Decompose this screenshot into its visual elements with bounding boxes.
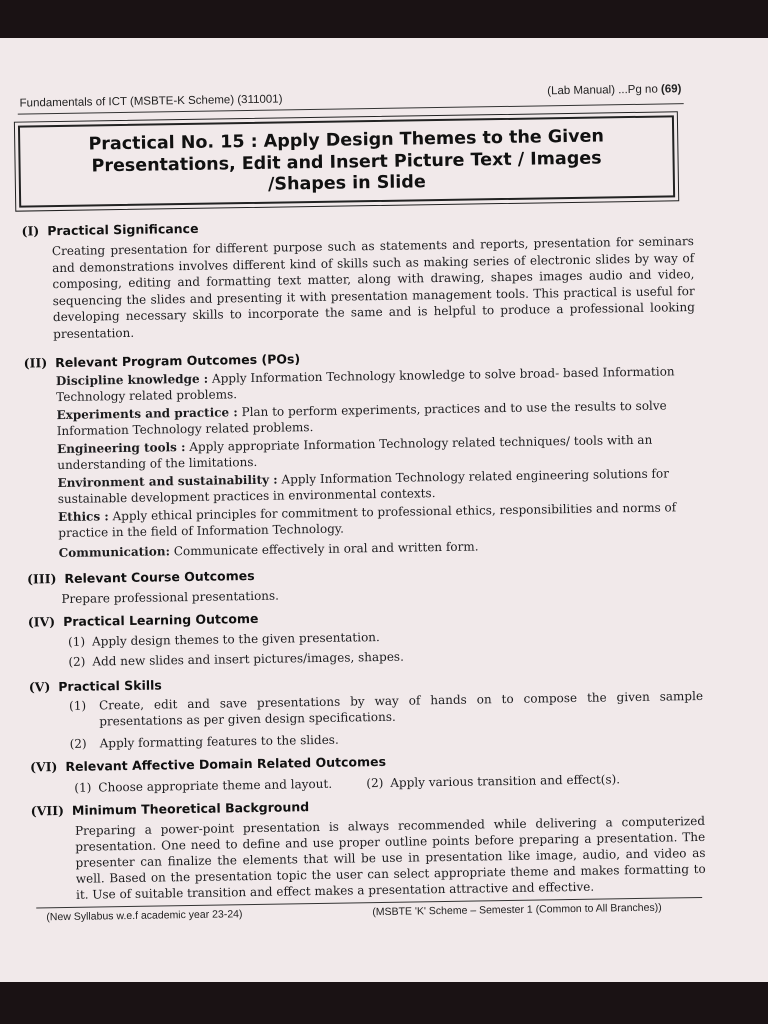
po-label: Experiments and practice : — [56, 405, 238, 423]
section-heading-2 — [24, 351, 301, 370]
list-number: (2) — [69, 736, 87, 751]
course-outcome-text: Prepare professional presentations. — [61, 588, 280, 607]
section-heading-4 — [28, 611, 259, 630]
section-title: Relevant Program Outcomes (POs) — [55, 351, 301, 371]
list-text: Apply various transition and effect(s). — [390, 772, 621, 790]
list-item — [70, 732, 339, 752]
po-label: Discipline knowledge : — [55, 371, 209, 389]
section-heading-5 — [29, 677, 162, 694]
title-inner — [18, 115, 675, 207]
title-line-3: /Shapes in Slide — [267, 172, 426, 195]
section-number: (VII) — [30, 803, 65, 819]
list-item — [69, 688, 703, 730]
footer-left: (New Syllabus w.e.f academic year 23-24) — [46, 908, 243, 924]
section-title: Minimum Theoretical Background — [71, 799, 310, 818]
list-number: (2) — [366, 775, 384, 791]
section-heading-7 — [31, 799, 310, 818]
list-number: (1) — [68, 698, 87, 713]
section-title: Practical Learning Outcome — [63, 610, 259, 629]
section-title: Relevant Affective Domain Related Outcomes — [65, 753, 387, 774]
list-number: (2) — [68, 654, 86, 669]
po-communication — [59, 536, 699, 562]
page-sheet — [0, 38, 768, 982]
section-7-text: Preparing a power-point presentation is always recommended while delivering a computerized presentation. One need to define and use proper outline points before preparing a presentation. The presenter can finalize the elements that will be use in presentation like image, audio, and video as well. Based on the presentation topic the user can select appropriate theme and makes formatting to it. Use of suitable transition and effect makes a presentation attractive and effective. — [74, 813, 706, 902]
po-text: Apply Information Technology knowledge to solve broad- based Information Technology related problems. — [56, 364, 675, 404]
list-text: Add new slides and insert pictures/images, shapes. — [92, 649, 404, 669]
po-text: Plan to perform experiments, practices and to use the results to solve Information Technology related problems. — [56, 398, 667, 438]
page-content — [0, 38, 768, 982]
title-line-1: Practical No. 15 : Apply Design Themes to the Given — [88, 126, 605, 155]
po-text: Apply ethical principles for commitment to professional ethics, responsibilities and norms of practice in the field of Information Technology. — [58, 500, 677, 540]
section-heading-6 — [30, 754, 386, 775]
footer-right: (MSBTE 'K' Scheme – Semester 1 (Common to All Branches)) — [372, 901, 662, 919]
po-label: Engineering tools : — [56, 440, 186, 457]
list-number: (1) — [67, 634, 86, 649]
section-heading-3 — [27, 568, 255, 587]
header-right — [547, 83, 681, 97]
section-number: (VI) — [29, 759, 58, 775]
header-right-prefix: (Lab Manual) ...Pg no — [547, 83, 662, 98]
po-text: Communicate effectively in oral and written form. — [169, 539, 479, 559]
title-box — [14, 111, 679, 211]
list-text: Apply design themes to the given presentation. — [91, 630, 380, 649]
header-page-number: (69) — [660, 83, 682, 96]
list-item — [74, 776, 332, 796]
list-text: Choose appropriate theme and layout. — [98, 776, 333, 795]
section-number: (II) — [23, 355, 48, 371]
header-left: Fundamentals of ICT (MSBTE-K Scheme) (311001) — [19, 93, 283, 110]
po-label: Communication: — [58, 544, 171, 561]
section-number: (I) — [21, 223, 40, 239]
po-label: Environment and sustainability : — [57, 472, 278, 491]
po-text: Apply Information Technology related engineering solutions for sustainable development practices in environmental contexts. — [57, 466, 670, 506]
po-text: Apply appropriate Information Technology related techniques/ tools with an understanding of the limitations. — [57, 432, 653, 472]
list-number: (1) — [74, 780, 92, 795]
section-number: (III) — [26, 571, 57, 587]
po-label: Ethics : — [57, 509, 109, 525]
list-item — [366, 771, 620, 791]
section-title: Relevant Course Outcomes — [64, 567, 255, 586]
list-text: Apply formatting features to the slides. — [99, 732, 339, 751]
list-text: Create, edit and save presentations by way of hands on to compose the given sample presentations as per given design specifications. — [98, 688, 704, 729]
section-title: Practical Significance — [47, 220, 199, 239]
section-title: Practical Skills — [58, 677, 162, 695]
list-item — [68, 629, 380, 650]
section-1-text: Creating presentation for different purpose such as statements and reports, presentation for seminars and demonstrations involves different kind of skills such as making series of electronic slides by way of composing, editing and formatting text matter, along with drawing, shapes images audio and video, sequencing the slides and presenting it with presentation management tools. This practical is useful for developing necessary skills to incorporate the same and is helpful to produce a professional looking presentation. — [51, 234, 695, 341]
section-number: (V) — [28, 679, 51, 695]
section-number: (IV) — [27, 614, 56, 630]
section-heading-1 — [21, 221, 198, 239]
list-item — [68, 649, 404, 670]
title-line-2: Presentations, Edit and Insert Picture Text / Images — [91, 147, 602, 176]
po-ethics — [58, 500, 698, 541]
